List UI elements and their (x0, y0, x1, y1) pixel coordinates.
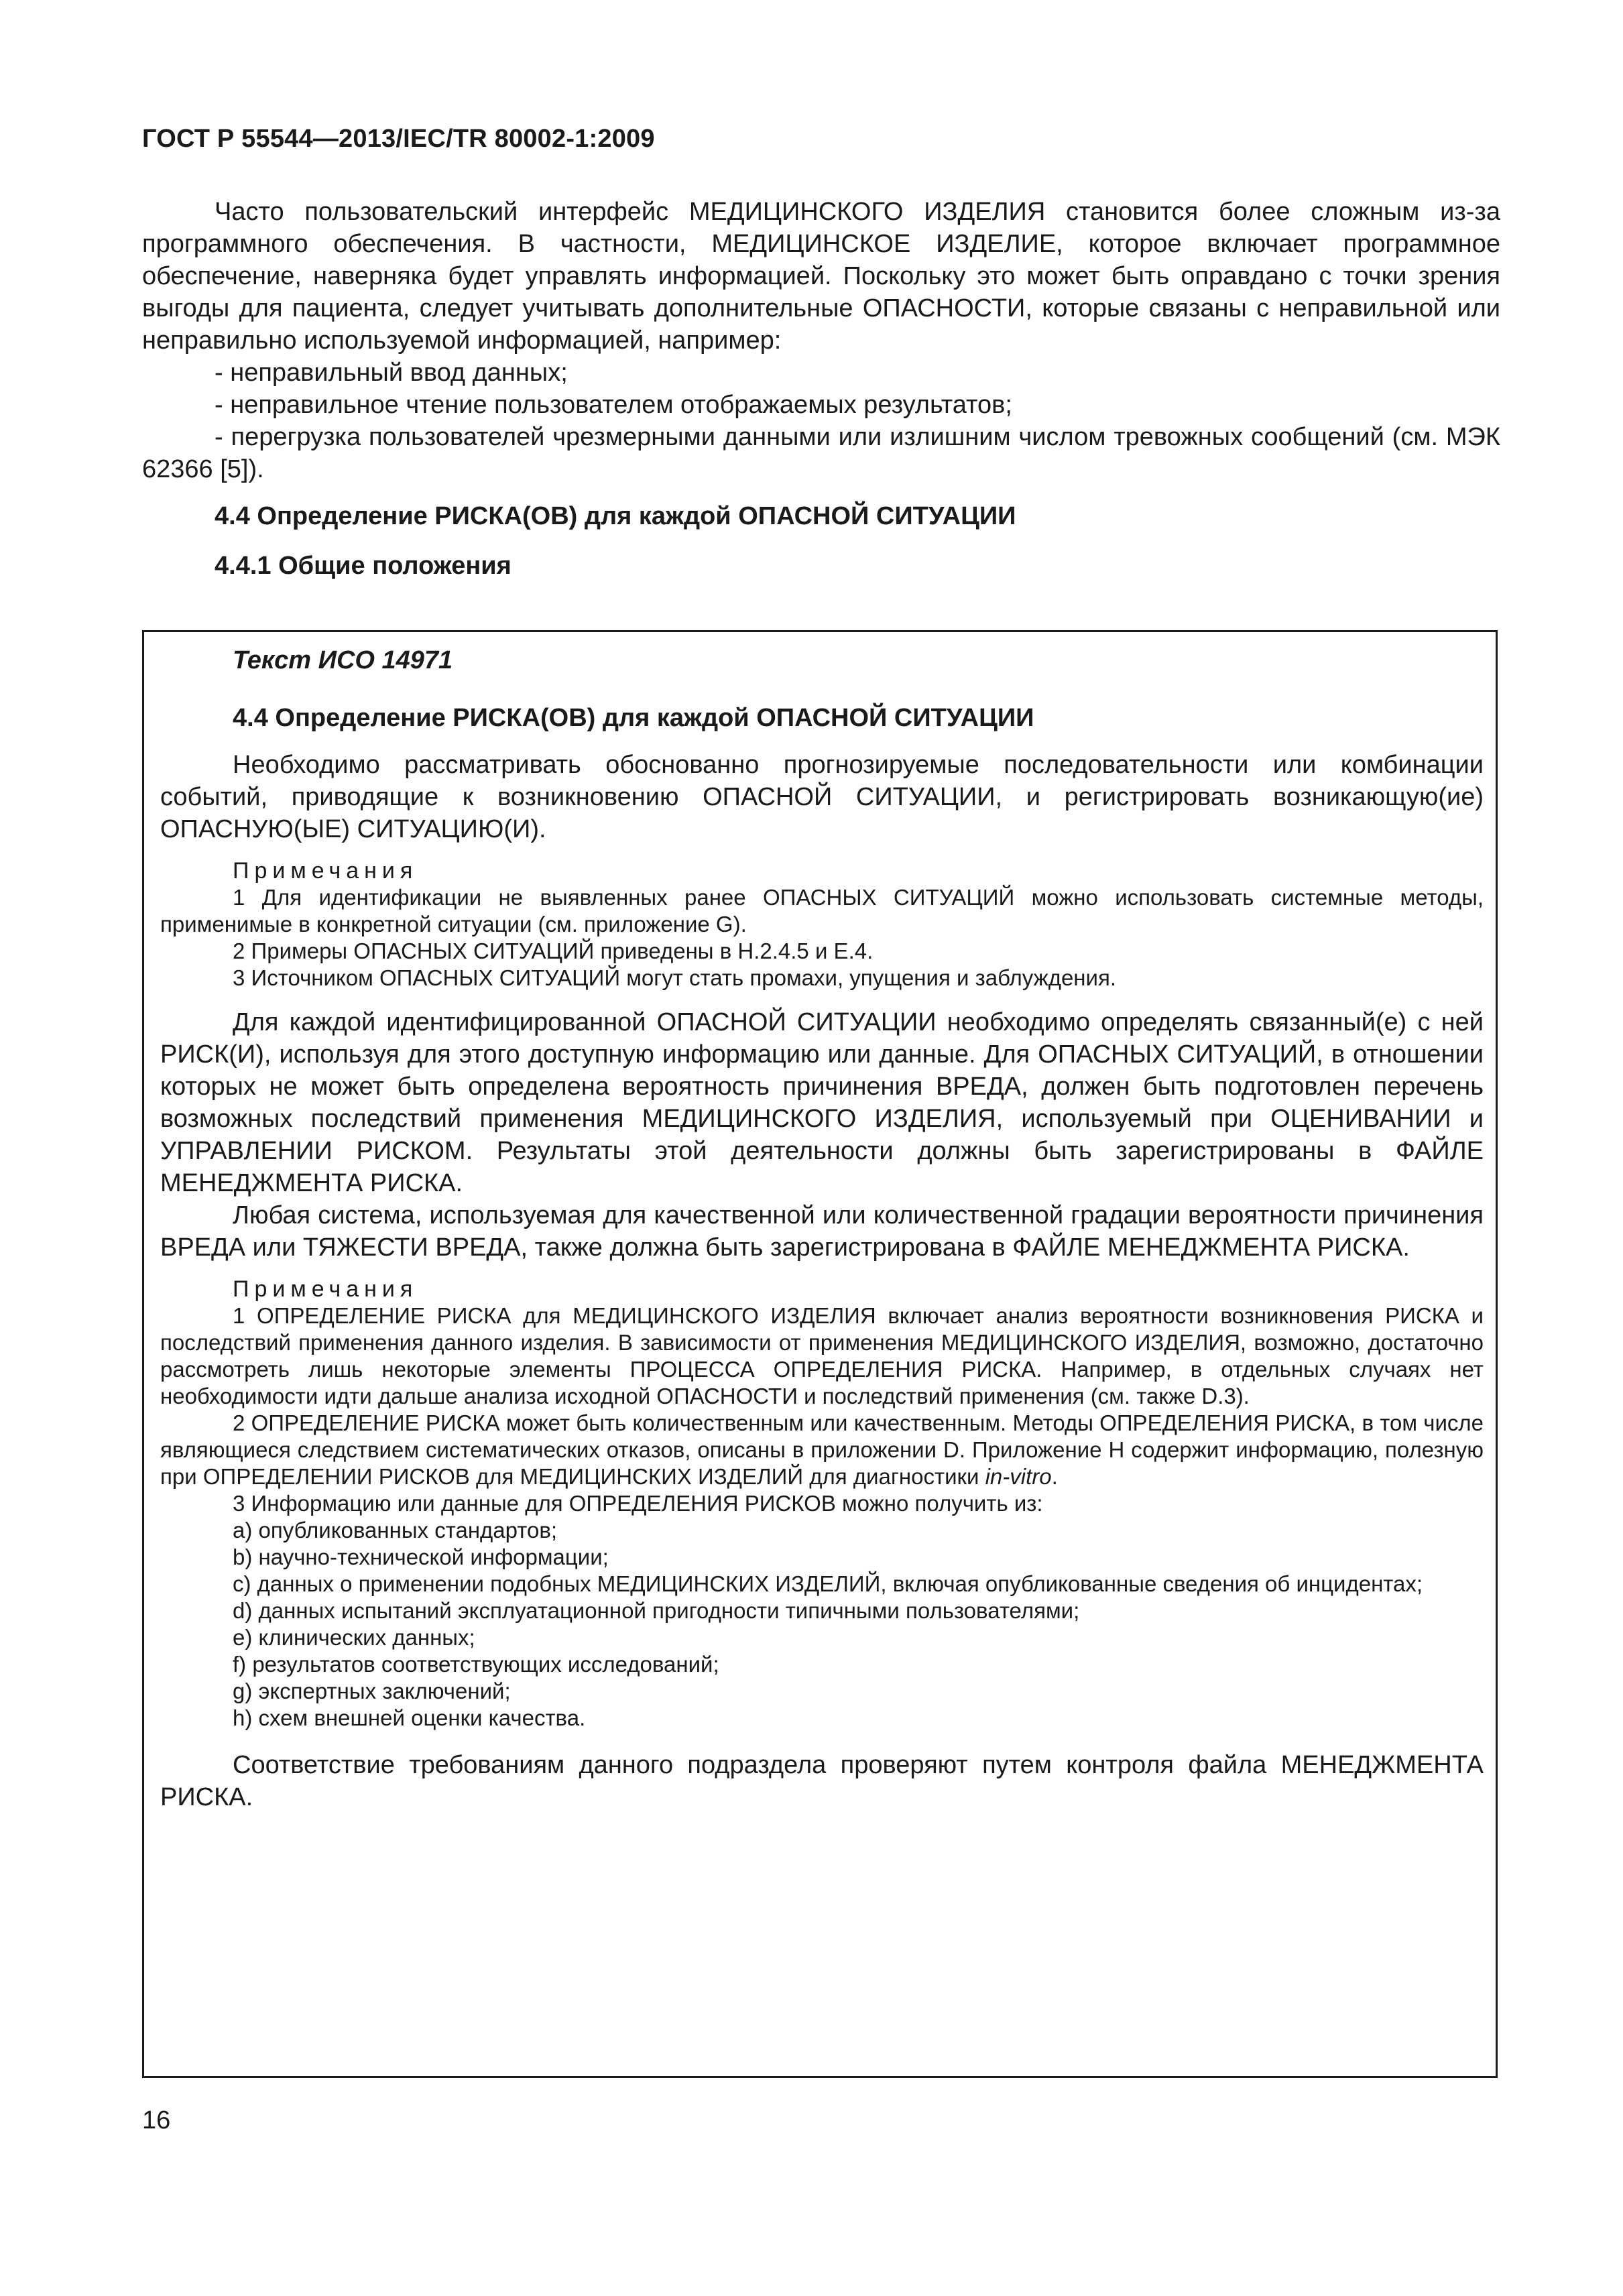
quote-source: Текст ИСО 14971 (233, 646, 453, 674)
source-list-item: f) результатов соответствующих исследований; (233, 1652, 719, 1677)
source-list-item: е) клинических данных; (233, 1625, 475, 1650)
quote-paragraph: Необходимо рассматривать обоснованно прогнозируемые последовательности или комбинации событий, приводящие к возникновению ОПАСНОЙ СИТУАЦИИ, и регистрировать возникающую(ие) ОПАСНУЮ(ЫЕ) СИТУАЦИЮ(И). (160, 751, 1484, 843)
source-list-item: а) опубликованных стандартов; (233, 1518, 558, 1543)
source-list-item: h) схем внешней оценки качества. (233, 1705, 586, 1730)
document-header: ГОСТ Р 55544—2013/IEC/TR 80002-1:2009 (142, 125, 655, 153)
note-italic-term: in-vitro (985, 1464, 1052, 1489)
intro-bullet: - перегрузка пользователей чрезмерными данными или излишним числом тревожных сообщений (см. МЭК 62366 [5]). (142, 423, 1500, 483)
quote-heading: 4.4 Определение РИСКА(ОВ) для каждой ОПАСНОЙ СИТУАЦИИ (233, 704, 1034, 732)
note-text: 2 ОПРЕДЕЛЕНИЕ РИСКА может быть количественным или качественным. Методы ОПРЕДЕЛЕНИЯ РИСКА, в том числе являющиеся следствием систематических отказов, описаны в приложении D. Приложение Н содержит информацию, полезную при ОПРЕДЕЛЕНИИ РИСКОВ для МЕДИЦИНСКИХ ИЗДЕЛИЙ для диагностики (160, 1410, 1484, 1489)
intro-bullet: - неправильное чтение пользователем отображаемых результатов; (215, 391, 1012, 419)
notes-title: Примечания (233, 858, 418, 884)
notes-title: Примечания (233, 1276, 418, 1302)
note-item: 3 Информацию или данные для ОПРЕДЕЛЕНИЯ РИСКОВ можно получить из: (233, 1491, 1043, 1516)
quoted-standard-box (142, 630, 1498, 2078)
source-list-item: b) научно-технической информации; (233, 1545, 609, 1569)
section-heading: 4.4 Определение РИСКА(ОВ) для каждой ОПАСНОЙ СИТУАЦИИ (215, 502, 1016, 530)
compliance-paragraph: Соответствие требованиям данного подраздела проверяют путем контроля файла МЕНЕДЖМЕНТА РИСКА. (160, 1751, 1484, 1811)
intro-bullet: - неправильный ввод данных; (215, 359, 568, 387)
page-number: 16 (142, 2106, 171, 2134)
source-list-item: с) данных о применении подобных МЕДИЦИНСКИХ ИЗДЕЛИЙ, включая опубликованные сведения об инцидентах; (233, 1571, 1423, 1596)
intro-section (142, 196, 1500, 582)
source-list-item: g) экспертных заключений; (233, 1679, 511, 1703)
quote-paragraph: Любая система, используемая для качественной или количественной градации вероятности причинения ВРЕДА или ТЯЖЕСТИ ВРЕДА, также должна быть зарегистрирована в ФАЙЛЕ МЕНЕДЖМЕНТА РИСКА. (160, 1201, 1484, 1262)
note-item: 1 Для идентификации не выявленных ранее ОПАСНЫХ СИТУАЦИЙ можно использовать системные методы, применимые в конкретной ситуации (см. приложение G). (160, 885, 1484, 936)
note-text-end: . (1051, 1464, 1058, 1489)
note-item: 1 ОПРЕДЕЛЕНИЕ РИСКА для МЕДИЦИНСКОГО ИЗДЕЛИЯ включает анализ вероятности возникновения РИСКА и последствий применения данного изделия. В зависимости от применения МЕДИЦИНСКОГО ИЗДЕЛИЯ, возможно, достаточно рассмотреть лишь некоторые элементы ПРОЦЕССА ОПРЕДЕЛЕНИЯ РИСКА. Например, в отдельных случаях нет необходимости идти дальше анализа исходной ОПАСНОСТИ и последствий применения (см. также D.3). (160, 1303, 1484, 1408)
note-item: 3 Источником ОПАСНЫХ СИТУАЦИЙ могут стать промахи, упущения и заблуждения. (233, 965, 1117, 990)
source-list-item: d) данных испытаний эксплуатационной пригодности типичными пользователями; (233, 1598, 1080, 1623)
note-item (160, 1410, 1484, 1490)
quote-paragraph: Для каждой идентифицированной ОПАСНОЙ СИТУАЦИИ необходимо определять связанный(е) с ней РИСК(И), используя для этого доступную информацию или данные. Для ОПАСНЫХ СИТУАЦИЙ, в отношении которых не может быть определена вероятность причинения ВРЕДА, должен быть подготовлен перечень возможных последствий применения МЕДИЦИНСКОГО ИЗДЕЛИЯ, используемый при ОЦЕНИВАНИИ и УПРАВЛЕНИИ РИСКОМ. Результаты этой деятельности должны быть зарегистрированы в ФАЙЛЕ МЕНЕДЖМЕНТА РИСКА. (160, 1008, 1484, 1197)
intro-paragraph: Часто пользовательский интерфейс МЕДИЦИНСКОГО ИЗДЕЛИЯ становится более сложным из-за программного обеспечения. В частности, МЕДИЦИНСКОЕ ИЗДЕЛИЕ, которое включает программное обеспечение, наверняка будет управлять информацией. Поскольку это может быть оправдано с точки зрения выгоды для пациента, следует учитывать дополнительные ОПАСНОСТИ, которые связаны с неправильной или неправильно используемой информацией, например: (142, 198, 1500, 355)
subsection-heading: 4.4.1 Общие положения (215, 552, 512, 580)
quoted-standard-content (160, 632, 1484, 1813)
note-item: 2 Примеры ОПАСНЫХ СИТУАЦИЙ приведены в Н.2.4.5 и Е.4. (233, 939, 874, 963)
